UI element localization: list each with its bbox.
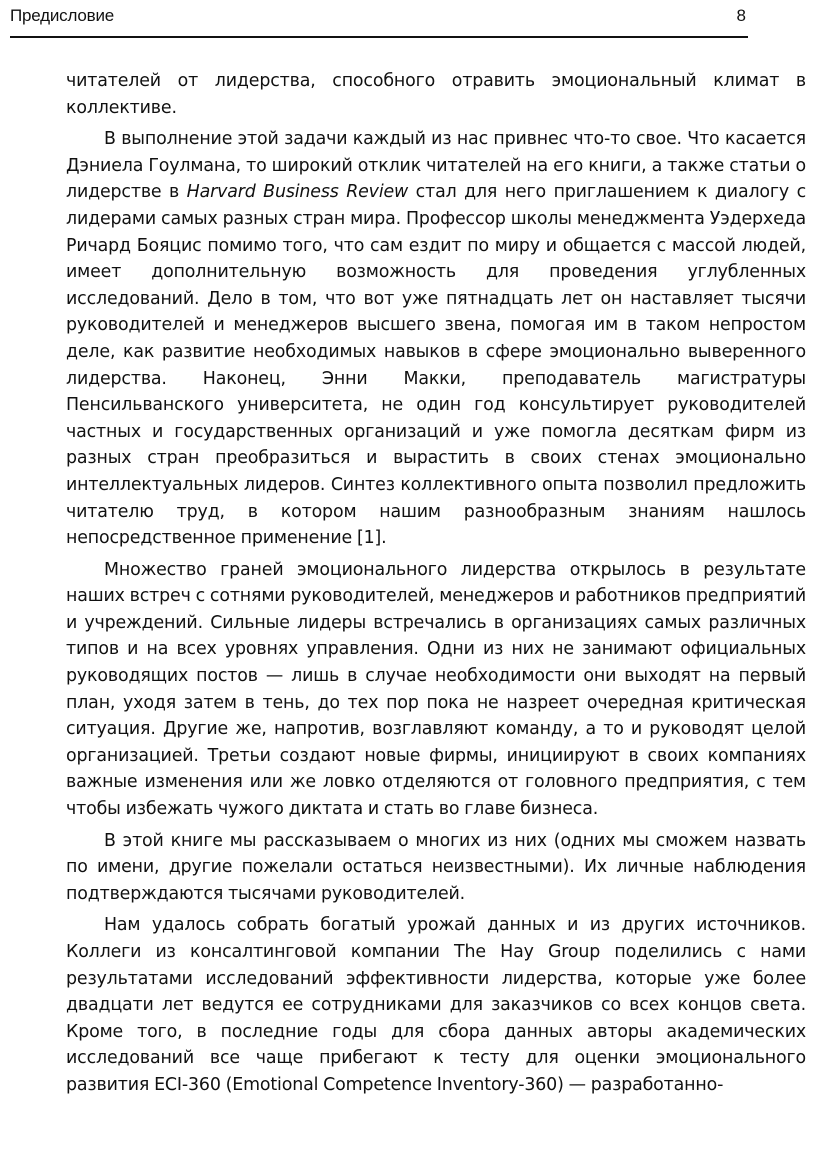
page-number: 8 — [736, 6, 746, 25]
body-text — [66, 68, 806, 1104]
paragraph-3: Множество граней эмоционального лидерства открылось в результате наших встреч с сотнями руководителей, менеджеров и работников предприятий и учреждений. Сильные лидеры встречались в организациях самых различных типов и на всех уровнях управления. Одни из них не занимают официальных руководящих постов — лишь в случае необходимости они выходят на первый план, уходя затем в тень, до тех пор пока не назреет очередная критическая ситуация. Другие же, напротив, возглавляют команду, а то и руководят целой организацией. Третьи создают новые фирмы, инициируют в своих компаниях важные изменения или же ловко отделяются от головного предприятия, с тем чтобы избежать чужого диктата и стать во главе бизнеса. — [66, 559, 806, 820]
paragraph-1: читателей от лидерства, способного отравить эмоциональный климат в коллективе. — [66, 71, 806, 118]
running-header — [10, 2, 748, 38]
journal-title: Harvard Business Review — [186, 182, 409, 203]
paragraph-2-part-1: В выполнение этой задачи каждый из нас привнес что-то свое. Что касается Дэниела Гоулмана, то широкий отклик читателей на его книги, а также статьи о лидерстве в — [66, 129, 806, 203]
chapter-title: Предисловие — [10, 6, 115, 25]
paragraph-4: В этой книге мы рассказываем о многих из них (одних мы сможем назвать по имени, другие пожелали остаться неизвестными). Их личные наблюдения подтверждаются тысячами руководителей. — [66, 830, 806, 904]
paragraph-2-part-2: стал для него приглашением к диалогу с лидерами самых разных стран мира. Профессор школы менеджмента Уэдерхеда Ричард Бояцис помимо того, что сам ездит по миру и общается с массой людей, имеет дополнительную возможность для проведения углубленных исследований. Дело в том, что вот уже пятнадцать лет он наставляет тысячи руководителей и менеджеров высшего звена, помогая им в таком непростом деле, как развитие необходимых навыков в сфере эмоционально выверенного лидерства. Наконец, Энни Макки, преподаватель магистратуры Пенсильванского университета, не один год консультирует руководителей частных и государственных организаций и уже помогла десяткам фирм из разных стран преобразиться и вырастить в своих стенах эмоционально интеллектуальных лидеров. Синтез коллективного опыта позволил предложить читателю труд, в котором нашим разнообразным знаниям нашлось непосредственное применение [1]. — [66, 182, 806, 549]
paragraph-5: Нам удалось собрать богатый урожай данных и из других источников. Коллеги из консалтинговой компании The Hay Group поделились с нами результатами исследований эффективности лидерства, которые уже более двадцати лет ведутся ее сотрудниками для заказчиков со всех концов света. Кроме того, в последние годы для сбора данных авторы академических исследований все чаще прибегают к тесту для оценки эмоционального развития ECI-360 (Emotional Competence Inventory-360) — разработанно- — [66, 915, 806, 1095]
paragraph-2 — [66, 126, 806, 552]
